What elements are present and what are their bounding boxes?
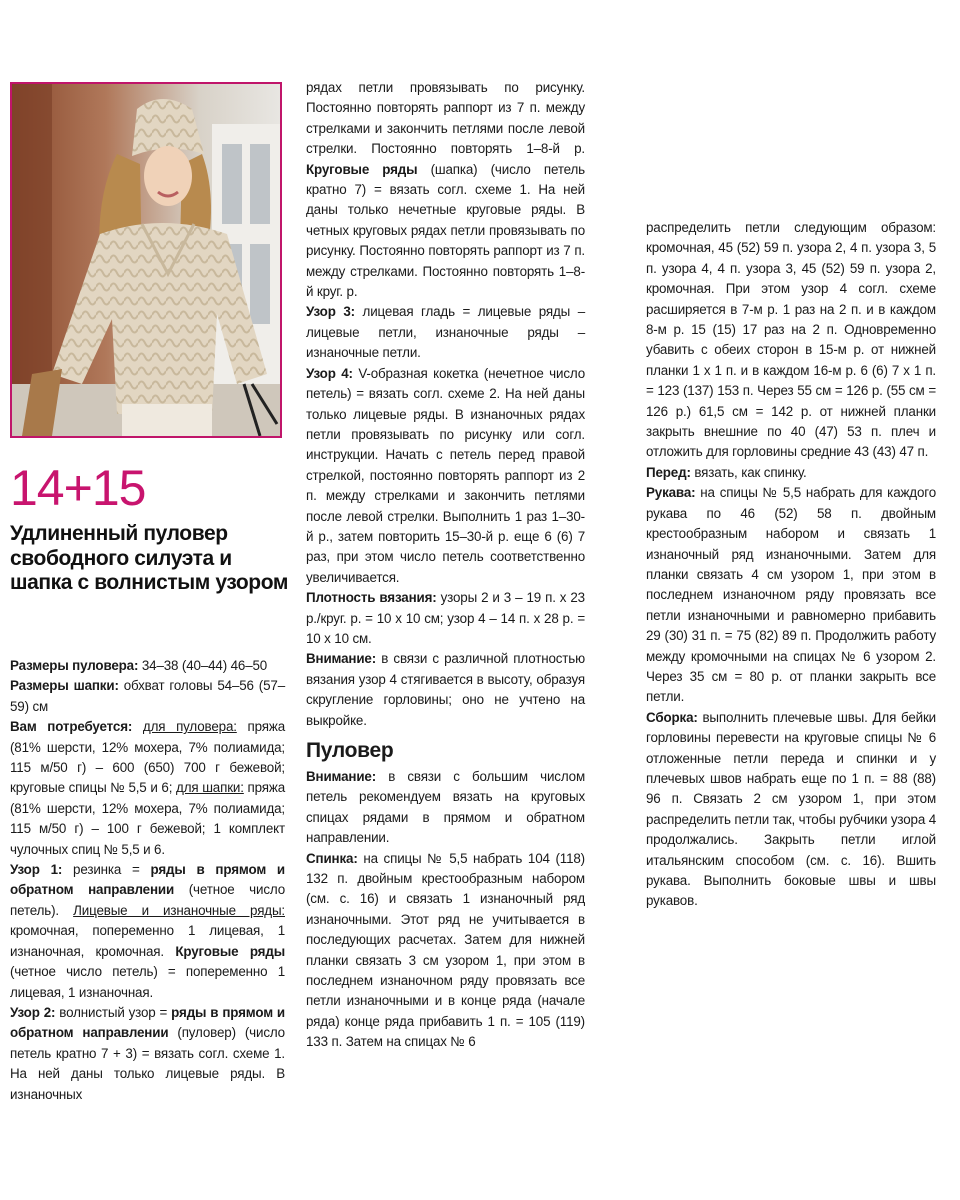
sleeves-instructions: Рукава: на спицы № 5,5 набрать для каждого рукава по 46 (52) 58 п. двойным крестообразным набором и связать 1 изнаночный ряд изнаночными. Затем для планки связать 4 см узором 1, при этом в последнем изнаночном ряду провязать все петли изнаночными и равномерно прибавить 29 (30) 31 п. = 75 (82) 89 п. Продолжить работу между кромочными на спицах № 6 узором 2. Через 35 см = 80 р. от планки закрыть все петли. <box>646 485 936 705</box>
woman-in-sweater-image <box>12 84 280 436</box>
materials: Вам потребуется: для пуловера: пряжа (81% шерсти, 12% мохера, 7% полиамида; 115 м/50 г) – 600 (650) 700 г бежевой; круговые спицы № 5,5 и 6; для шапки: пряжа (81% шерсти, 12% мохера, 7% полиамида; 115 м/50 г) – 100 г бежевой; 1 комплект чулочных спиц № 5,5 и 6. <box>10 719 286 857</box>
pattern-2: Узор 2: волнистый узор = ряды в прямом и обратном направлении (пуловер) (число петель кратно 7 + 3) = вязать согл. схеме 1. На ней даны только лицевые ряды. В изнаночных <box>10 1004 285 1102</box>
article-title: Удлиненный пуловер свободного силуэта и шапка с волнистым узором <box>10 522 289 594</box>
assembly-instructions: Сборка: выполнить плечевые швы. Для бейки горловины перевести на круговые спицы № 6 отложенные петли переда и спинки и у плечевых швов набрать еще по 1 п. = 88 (88) 96 п. Связать 2 см узором 1, при этом распределить петли так, чтобы рубчики узора 4 продолжались. Закрыть петли иглой итальянским способом (см. с. 16). Вшить рукава. Выполнить боковые швы и швы рукавов. <box>646 709 936 909</box>
pattern-2-continued: рядах петли провязывать по рисунку. Постоянно повторять раппорт из 7 п. между стрелками и закончить петлями после левой стрелки. Постоянно повторять 1–8-й р. Круговые ряды (шапка) (число петель кратно 7) = вязать согл. схеме 1. На ней даны только нечетные круговые ряды. В четных круговых рядах петли провязывать по рисунку. Постоянно повторять раппорт из 7 п. между стрелками. Постоянно повторять 1–8-й круг. р. <box>306 80 586 300</box>
section-heading-pullover: Пуловер <box>306 739 394 762</box>
pattern-4: Узор 4: V-образная кокетка (нечетное число петель) = вязать согл. схеме 2. На ней даны только лицевые ряды. В изнаночных рядах петли провязывать по рисунку или согл. инструкции. Начать с петель перед правой стрелкой, постоянно повторять раппорт из 2 п. между стрелками и закончить петлями после левой стрелки. Выполнить 1 раз 1–30-й р., затем повторить 15–30-й р. еще 6 (6) 7 раз, при этом число петель соответственно увеличивается. <box>306 365 585 585</box>
front-instructions: Перед: вязать, как спинку. <box>646 464 807 480</box>
attention-note-2: Внимание: в связи с большим числом петель рекомендуем вязать на круговых спицах рядами в прямом и обратном направлении. <box>306 769 585 846</box>
gauge: Плотность вязания: узоры 2 и 3 – 19 п. x 23 р./круг. р. = 10 x 10 см; узор 4 – 14 п. x 28 р. = 10 x 10 см. <box>306 590 585 646</box>
back-instructions: Спинка: на спицы № 5,5 набрать 104 (118) 132 п. двойным крестообразным набором (см. с. 16) и связать 1 изнаночный ряд изнаночными. Этот ряд не учитывается в последующих расчетах. Затем для нижней планки связать 3 см узором 1, при этом в последнем изнаночном ряду провязать все петли изнаночными и в конце ряда (начале ряда) конце ряда прибавить 1 п. = 105 (119) 133 п. Затем на спицах № 6 <box>306 850 585 1050</box>
pattern-1: Узор 1: резинка = ряды в прямом и обратном направлении (четное число петель). Лицевые и изнаночные ряды: кромочная, попеременно 1 лицевая, 1 изнаночная, кромочная. Круговые ряды (четное число петель) = попеременно 1 лицевая, 1 изнаночная. <box>10 862 285 1000</box>
attention-note: Внимание: в связи с различной плотностью вязания узор 4 стягивается в высоту, образуя скругление горловины; оно не учтено на выкройке. <box>306 651 585 728</box>
hat-sizes: Размеры шапки: обхват головы 54–56 (57–59) см <box>10 678 285 714</box>
text-column-3 <box>646 218 936 912</box>
pattern-3: Узор 3: лицевая гладь = лицевые ряды – лицевые петли, изнаночные ряды – изнаночные петли. <box>306 304 586 361</box>
pattern-number: 14+15 <box>10 460 146 516</box>
sweater-sizes: Размеры пуловера: 34–38 (40–44) 46–50 <box>10 658 268 673</box>
text-column-2 <box>306 78 585 1053</box>
text-column-1 <box>10 656 285 1105</box>
model-photo <box>10 82 282 438</box>
back-continued: распределить петли следующим образом: кромочная, 45 (52) 59 п. узора 2, 4 п. узора 3, 5 п. узора 4, 4 п. узора 3, 45 (52) 59 п. узора 2, кромочная. При этом узор 4 согл. схеме расширяется в 7-м р. 1 раз на 2 п. и в каждом 8-м р. 15 (15) 17 раз на 2 п. Одновременно убавить с обеих сторон в 15-м р. от нижней планки 1 x 1 п. и в каждом 16-м р. 6 (6) 7 x 1 п. = 123 (137) 153 п. Через 55 см = 126 р. (55 см = 126 р.) 61,5 см = 142 р. от нижней планки закрыть внешние по 40 (47) 53 п. плеч и отложить для горловины средние 43 (43) 47 п. <box>646 220 936 460</box>
